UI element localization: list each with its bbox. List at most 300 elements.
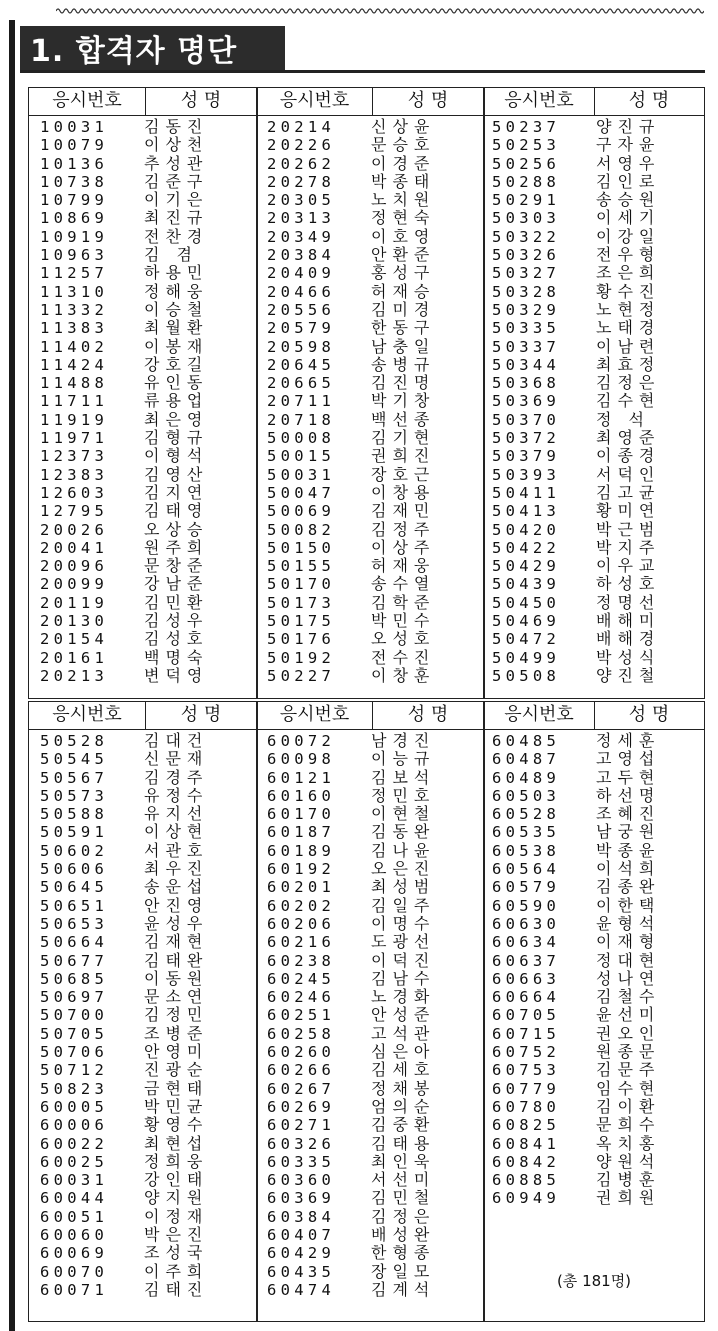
applicant-name: 정희웅 [144, 1151, 209, 1171]
applicant-name: 서관호 [144, 840, 209, 860]
applicant-number: 60435 [267, 1262, 336, 1281]
table-row [492, 209, 660, 227]
table-row [492, 878, 660, 896]
applicant-name: 김보석 [371, 767, 436, 787]
table-row [492, 246, 660, 264]
applicant-name: 윤성우 [144, 913, 209, 933]
table-row [40, 447, 208, 465]
applicant-number: 11332 [40, 300, 109, 319]
applicant-number: 60258 [267, 1024, 336, 1043]
applicant-number: 60842 [492, 1152, 561, 1171]
applicant-number: 50322 [492, 227, 561, 246]
table-row [267, 466, 435, 484]
applicant-number: 60663 [492, 969, 561, 988]
applicant-number: 20099 [40, 575, 109, 594]
table-row [267, 1025, 435, 1043]
applicant-number: 50370 [492, 410, 561, 429]
applicant-name: 유지선 [144, 804, 209, 824]
applicant-number: 50450 [492, 593, 561, 612]
applicant-number: 50288 [492, 172, 561, 191]
applicant-number: 60841 [492, 1134, 561, 1153]
applicant-name: 오성호 [371, 629, 436, 649]
table-row [40, 787, 208, 805]
table-row [40, 732, 208, 750]
table-row [492, 1135, 660, 1153]
table-row [267, 411, 435, 429]
applicant-number: 10136 [40, 154, 109, 173]
table-row [40, 429, 208, 447]
table-row [267, 860, 435, 878]
applicant-number: 60060 [40, 1226, 109, 1245]
header-name: 성 명 [407, 704, 449, 725]
table-row [40, 338, 208, 356]
applicant-name: 정민호 [371, 785, 436, 805]
table-row [492, 823, 660, 841]
section-title: 1. 합격자 명단 [30, 34, 238, 69]
applicant-number: 50303 [492, 209, 561, 228]
applicant-name: 정대현 [596, 950, 661, 970]
table-row [267, 1116, 435, 1134]
table-row [267, 539, 435, 557]
table-row [40, 392, 208, 410]
header-name: 성 명 [180, 90, 222, 111]
applicant-name: 김대건 [144, 731, 209, 750]
applicant-number: 50256 [492, 154, 561, 173]
table-row [40, 1116, 208, 1134]
table-row [40, 502, 208, 520]
applicant-name: 원주희 [144, 537, 209, 557]
header-number: 응시번호 [504, 704, 574, 725]
section-heading [20, 26, 285, 70]
applicant-number: 20718 [267, 410, 336, 429]
applicant-name: 강남준 [144, 574, 209, 594]
applicant-number: 60238 [267, 951, 336, 970]
applicant-name: 김미경 [371, 299, 436, 319]
applicant-name: 배성완 [371, 1225, 436, 1245]
table-row [492, 1006, 660, 1024]
applicant-number: 60637 [492, 951, 561, 970]
applicant-number: 60384 [267, 1207, 336, 1226]
applicant-name: 이덕진 [371, 950, 436, 970]
applicant-name: 이동원 [144, 968, 209, 988]
table-row [40, 1153, 208, 1171]
table-row [40, 1061, 208, 1079]
table-row [267, 649, 435, 667]
table-row [492, 539, 660, 557]
table-row [267, 209, 435, 227]
applicant-name: 김정은 [371, 1206, 436, 1226]
applicant-number: 11257 [40, 264, 109, 283]
applicant-number: 60752 [492, 1043, 561, 1062]
applicant-name: 최영준 [596, 428, 661, 448]
table-row [267, 301, 435, 319]
applicant-name: 김중환 [371, 1115, 436, 1135]
applicant-name: 김태영 [144, 501, 209, 521]
column-group [492, 732, 660, 1208]
applicant-name: 김학준 [371, 592, 436, 612]
table-row [40, 988, 208, 1006]
applicant-number: 20119 [40, 593, 109, 612]
table-row [492, 988, 660, 1006]
applicant-number: 20645 [267, 355, 336, 374]
table-row [492, 484, 660, 502]
total-count: (총 181명) [556, 1272, 632, 1290]
table-row [40, 842, 208, 860]
applicant-name: 원종문 [596, 1042, 661, 1062]
applicant-number: 50823 [40, 1079, 109, 1098]
applicant-number: 50469 [492, 612, 561, 631]
table-row [492, 594, 660, 612]
applicant-number: 60360 [267, 1171, 336, 1190]
table-row [492, 805, 660, 823]
applicant-number: 50327 [492, 264, 561, 283]
table-row [492, 1080, 660, 1098]
applicant-name: 김계석 [371, 1279, 436, 1299]
table-row [267, 118, 435, 136]
table-row [267, 630, 435, 648]
table-row [492, 173, 660, 191]
applicant-number: 20130 [40, 612, 109, 631]
applicant-name: 노치원 [371, 190, 436, 210]
applicant-name: 황미연 [596, 501, 661, 521]
table-row [492, 732, 660, 750]
table-row [267, 1043, 435, 1061]
applicant-number: 60031 [40, 1171, 109, 1190]
table-row [40, 769, 208, 787]
table-row [492, 191, 660, 209]
table-row [492, 649, 660, 667]
left-margin-rule [9, 20, 15, 1331]
applicant-name: 이능규 [371, 749, 436, 769]
applicant-number: 60664 [492, 988, 561, 1007]
applicant-number: 50712 [40, 1061, 109, 1080]
column-group [40, 118, 208, 685]
column-divider [483, 88, 485, 698]
applicant-name: 백명숙 [144, 647, 209, 667]
table-row [492, 612, 660, 630]
table-row [40, 484, 208, 502]
applicant-number: 60044 [40, 1189, 109, 1208]
table-row [492, 521, 660, 539]
table-row [40, 466, 208, 484]
applicant-name: 송승원 [596, 190, 661, 210]
applicant-number: 50170 [267, 575, 336, 594]
applicant-number: 50150 [267, 538, 336, 557]
table-row [492, 429, 660, 447]
applicant-name: 노경화 [371, 987, 436, 1007]
applicant-number: 50344 [492, 355, 561, 374]
applicant-name: 최인욱 [371, 1151, 436, 1171]
applicant-name: 이창훈 [371, 665, 436, 685]
applicant-number: 50369 [492, 392, 561, 411]
column-group [267, 732, 435, 1299]
table-row [492, 228, 660, 246]
applicant-number: 11402 [40, 337, 109, 356]
header-number: 응시번호 [279, 90, 350, 111]
applicant-number: 60474 [267, 1280, 336, 1299]
applicant-name: 정세훈 [596, 731, 661, 750]
table-row [40, 952, 208, 970]
applicant-number: 11919 [40, 410, 109, 429]
column-group [40, 732, 208, 1299]
applicant-name: 배해미 [596, 611, 661, 631]
applicant-number: 20556 [267, 300, 336, 319]
applicant-name: 최현섭 [144, 1133, 209, 1153]
applicant-name: 양지원 [144, 1188, 209, 1208]
applicant-number: 50155 [267, 557, 336, 576]
applicant-number: 60005 [40, 1097, 109, 1116]
table-row [492, 787, 660, 805]
applicant-number: 50082 [267, 520, 336, 539]
applicant-number: 60753 [492, 1061, 561, 1080]
applicant-number: 20262 [267, 154, 336, 173]
applicant-number: 60579 [492, 878, 561, 897]
applicant-name: 김인로 [596, 171, 661, 191]
table-row [492, 630, 660, 648]
applicant-number: 20154 [40, 630, 109, 649]
applicant-number: 60780 [492, 1097, 561, 1116]
applicant-number: 60006 [40, 1116, 109, 1135]
table-row [40, 1189, 208, 1207]
table-row [492, 557, 660, 575]
applicant-number: 50606 [40, 860, 109, 879]
applicant-name: 김종완 [596, 877, 661, 897]
applicant-number: 60535 [492, 823, 561, 842]
table-row [40, 1281, 208, 1299]
applicant-name: 하성호 [596, 574, 661, 594]
table-row [40, 209, 208, 227]
table-row [267, 1281, 435, 1299]
applicant-number: 20278 [267, 172, 336, 191]
applicant-number: 20466 [267, 282, 336, 301]
applicant-name: 심은아 [371, 1042, 436, 1062]
decorative-wavy-border [56, 6, 704, 16]
table-row [40, 539, 208, 557]
applicant-number: 50328 [492, 282, 561, 301]
applicant-name: 박지주 [596, 537, 661, 557]
table-row [40, 136, 208, 154]
applicant-number: 60187 [267, 823, 336, 842]
applicant-number: 50192 [267, 648, 336, 667]
heading-underline [20, 70, 705, 73]
applicant-number: 60779 [492, 1079, 561, 1098]
applicant-name: 배해경 [596, 629, 661, 649]
applicant-number: 60538 [492, 841, 561, 860]
table-row [492, 1043, 660, 1061]
applicant-name: 최성범 [371, 877, 436, 897]
table-row [267, 769, 435, 787]
applicant-name: 김태용 [371, 1133, 436, 1153]
applicant-name: 한형종 [371, 1243, 436, 1263]
applicant-number: 60266 [267, 1061, 336, 1080]
applicant-number: 60121 [267, 768, 336, 787]
applicant-name: 이우교 [596, 556, 661, 576]
table-row [40, 246, 208, 264]
table-row [267, 732, 435, 750]
applicant-number: 50508 [492, 666, 561, 685]
table-row [267, 1244, 435, 1262]
applicant-name: 정 석 [596, 409, 650, 429]
table-row [267, 1208, 435, 1226]
applicant-number: 50047 [267, 483, 336, 502]
applicant-number: 60949 [492, 1189, 561, 1208]
applicant-number: 50429 [492, 557, 561, 576]
table-row [40, 897, 208, 915]
applicant-number: 60485 [492, 732, 561, 750]
applicant-number: 50700 [40, 1006, 109, 1025]
applicant-name: 이기은 [144, 190, 209, 210]
applicant-name: 이상주 [371, 537, 436, 557]
applicant-number: 11971 [40, 429, 109, 448]
applicant-number: 60429 [267, 1244, 336, 1263]
applicant-name: 최우진 [144, 859, 209, 879]
table-row [40, 823, 208, 841]
table-row [267, 878, 435, 896]
applicant-number: 50173 [267, 593, 336, 612]
applicant-name: 전우형 [596, 245, 661, 265]
table-row [267, 1171, 435, 1189]
table-row [492, 466, 660, 484]
column-group [267, 118, 435, 685]
applicant-number: 50329 [492, 300, 561, 319]
table-row [267, 594, 435, 612]
applicant-number: 50567 [40, 768, 109, 787]
applicant-name: 김이환 [596, 1096, 661, 1116]
applicant-number: 20384 [267, 246, 336, 265]
applicant-name: 김세호 [371, 1060, 436, 1080]
applicant-name: 한동구 [371, 318, 436, 338]
applicant-name: 허재승 [371, 281, 436, 301]
table-row [40, 411, 208, 429]
applicant-name: 서선미 [371, 1170, 436, 1190]
applicant-name: 오은진 [371, 859, 436, 879]
table-row [40, 860, 208, 878]
applicant-name: 김진명 [371, 373, 436, 393]
applicant-name: 문창준 [144, 556, 209, 576]
applicant-number: 20409 [267, 264, 336, 283]
applicant-name: 이세기 [596, 208, 661, 228]
table-row [267, 1080, 435, 1098]
applicant-name: 강호길 [144, 354, 209, 374]
applicant-name: 최진규 [144, 208, 209, 228]
applicant-number: 10738 [40, 172, 109, 191]
applicant-number: 60189 [267, 841, 336, 860]
applicant-number: 20096 [40, 557, 109, 576]
applicant-name: 박민수 [371, 611, 436, 631]
applicant-number: 60192 [267, 860, 336, 879]
table-row [492, 933, 660, 951]
applicant-number: 50664 [40, 933, 109, 952]
table-row [267, 842, 435, 860]
table-row [267, 805, 435, 823]
table-row [492, 750, 660, 768]
table-header-row [29, 702, 704, 730]
applicant-name: 김성우 [144, 611, 209, 631]
applicant-number: 50335 [492, 319, 561, 338]
applicant-number: 50031 [267, 465, 336, 484]
applicant-name: 정현숙 [371, 208, 436, 228]
table-row [40, 155, 208, 173]
applicant-name: 고석관 [371, 1023, 436, 1043]
applicant-number: 20214 [267, 118, 336, 136]
table-row [40, 301, 208, 319]
header-number: 응시번호 [504, 90, 574, 111]
table-row [40, 649, 208, 667]
applicant-name: 남충일 [371, 336, 436, 356]
applicant-name: 남경진 [371, 731, 436, 750]
applicant-name: 고영섭 [596, 749, 661, 769]
applicant-number: 50411 [492, 483, 561, 502]
table-row [492, 155, 660, 173]
table-row [40, 1043, 208, 1061]
applicant-number: 60246 [267, 988, 336, 1007]
applicant-name: 구자윤 [596, 135, 661, 155]
applicant-name: 김정은 [596, 373, 661, 393]
table-row [40, 915, 208, 933]
applicant-name: 조혜진 [596, 804, 661, 824]
applicant-number: 50420 [492, 520, 561, 539]
applicant-number: 50227 [267, 666, 336, 685]
applicant-name: 김성호 [144, 629, 209, 649]
applicant-name: 문승호 [371, 135, 436, 155]
applicant-number: 50372 [492, 429, 561, 448]
applicant-name: 김재민 [371, 501, 436, 521]
applicant-number: 60564 [492, 860, 561, 879]
applicant-name: 황수진 [596, 281, 661, 301]
table-row [492, 392, 660, 410]
table-row [267, 988, 435, 1006]
table-row [267, 1098, 435, 1116]
applicant-number: 50237 [492, 118, 561, 136]
applicant-number: 50175 [267, 612, 336, 631]
applicant-name: 신상윤 [371, 117, 436, 136]
applicant-number: 12603 [40, 483, 109, 502]
applicant-name: 이호영 [371, 226, 436, 246]
applicant-name: 전수진 [371, 647, 436, 667]
table-row [492, 283, 660, 301]
applicant-name: 양진규 [596, 117, 661, 136]
table-row [267, 374, 435, 392]
applicant-number: 60251 [267, 1006, 336, 1025]
applicant-number: 60098 [267, 750, 336, 769]
applicant-number: 11711 [40, 392, 109, 411]
applicant-name: 김태진 [144, 1279, 209, 1299]
table-row [267, 191, 435, 209]
applicant-name: 이경준 [371, 153, 436, 173]
applicant-name: 전찬경 [144, 226, 209, 246]
applicant-name: 박민균 [144, 1096, 209, 1116]
header-number: 응시번호 [52, 90, 122, 111]
applicant-name: 양진철 [596, 665, 661, 685]
applicant-name: 홍성구 [371, 263, 436, 283]
applicant-number: 60070 [40, 1262, 109, 1281]
applicant-number: 60269 [267, 1097, 336, 1116]
applicant-name: 진광순 [144, 1060, 209, 1080]
column-divider [256, 702, 258, 1321]
header-name: 성 명 [628, 704, 670, 725]
table-row [40, 1171, 208, 1189]
table-row [40, 374, 208, 392]
applicant-number: 50337 [492, 337, 561, 356]
applicant-name: 윤선미 [596, 1005, 661, 1025]
table-row [40, 1006, 208, 1024]
applicant-number: 50528 [40, 732, 109, 750]
applicant-name: 정채봉 [371, 1078, 436, 1098]
applicant-number: 50573 [40, 786, 109, 805]
applicant-number: 60216 [267, 933, 336, 952]
results-table-1 [28, 87, 705, 699]
table-row [492, 1189, 660, 1207]
